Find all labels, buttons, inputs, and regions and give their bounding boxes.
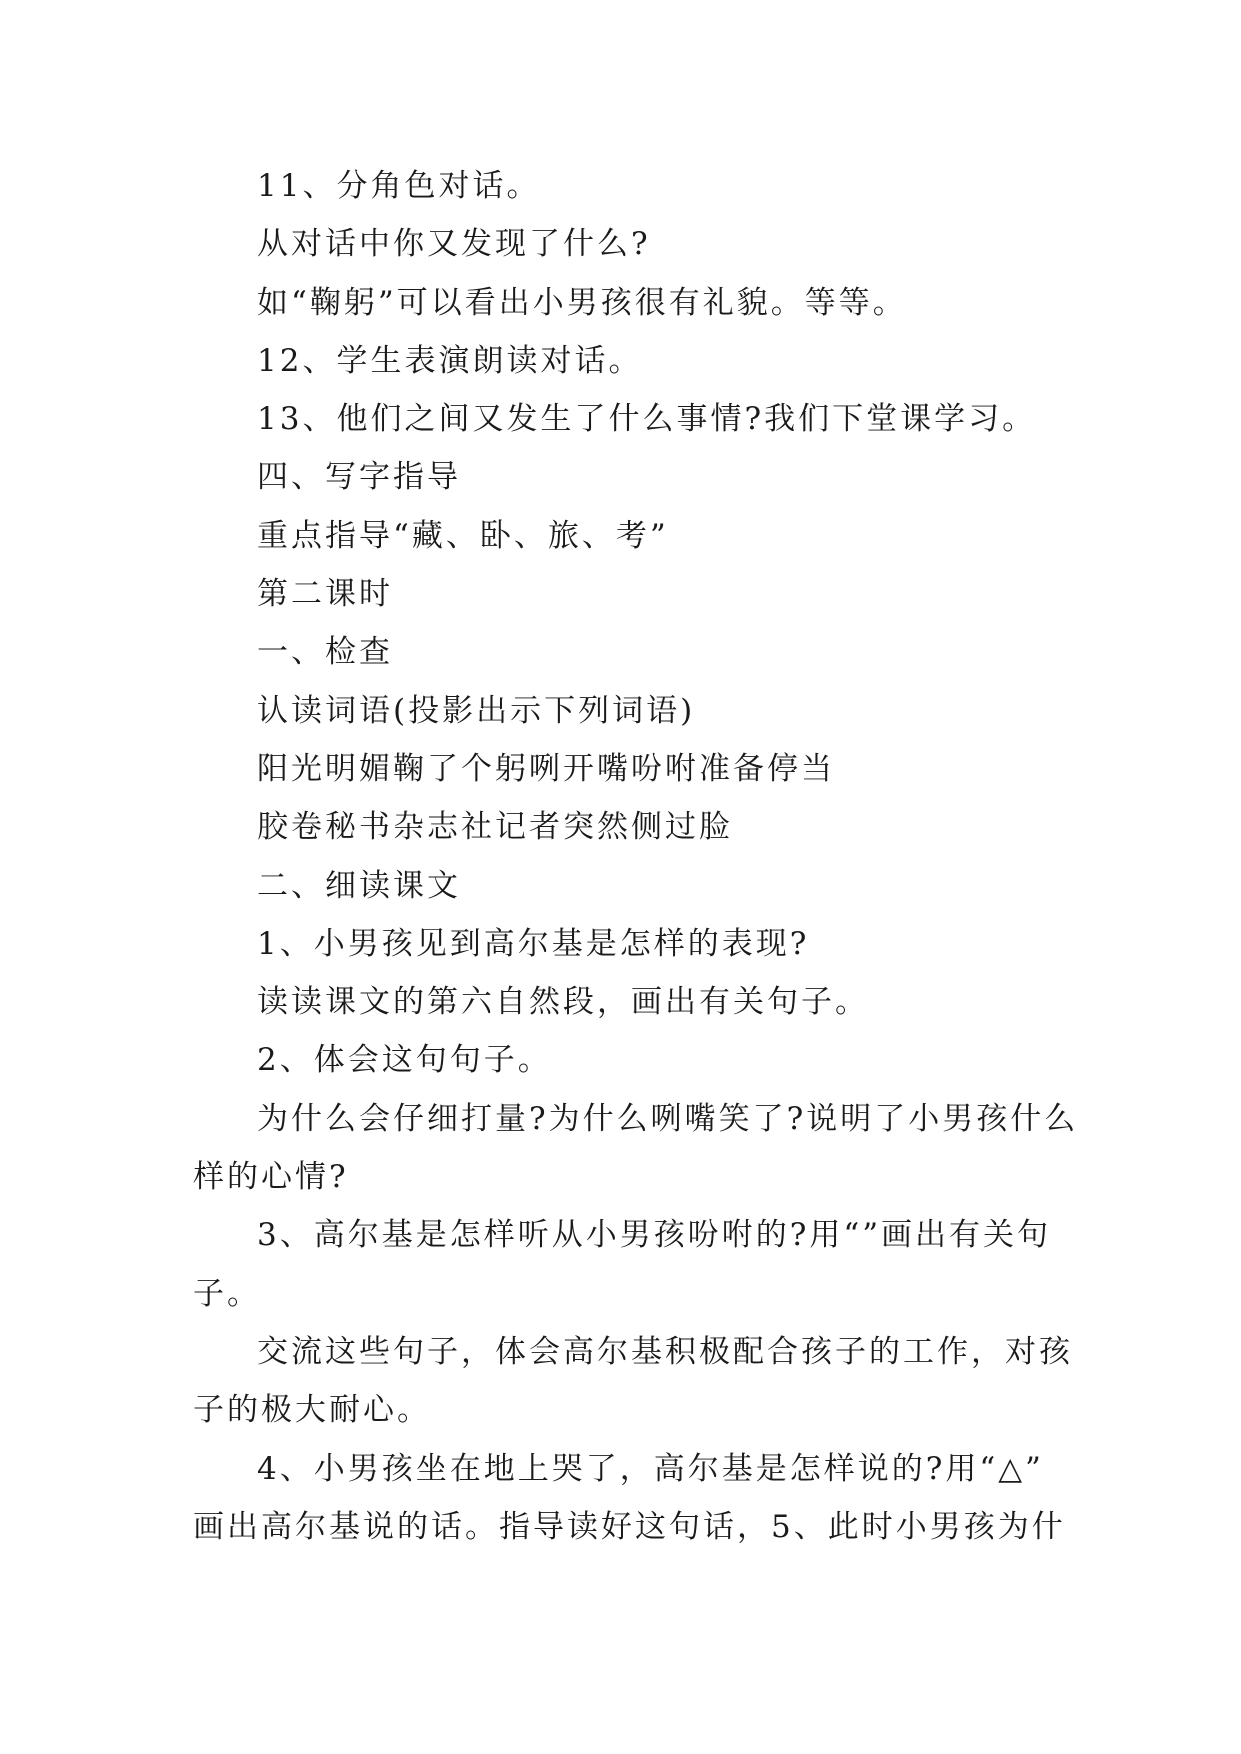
text-line: 阳光明媚鞠了个躬咧开嘴吩咐准备停当 bbox=[257, 750, 835, 787]
text-line: 13、他们之间又发生了什么事情?我们下堂课学习。 bbox=[257, 401, 1037, 438]
text-line: 11、分角色对话。 bbox=[257, 168, 541, 204]
text-line: 1、小男孩见到高尔基是怎样的表现? bbox=[257, 925, 810, 962]
text-line: 第二课时 bbox=[257, 576, 393, 613]
text-line: 3、高尔基是怎样听从小男孩吩咐的?用“”画出有关句 bbox=[257, 1217, 1052, 1254]
document-body bbox=[193, 157, 1079, 1556]
text-line: 重点指导“藏、卧、旅、考” bbox=[257, 517, 669, 554]
text-line: 交流这些句子，体会高尔基积极配合孩子的工作，对孩 bbox=[257, 1333, 1073, 1370]
text-line: 样的心情? bbox=[193, 1159, 349, 1196]
text-line: 画出高尔基说的话。指导读好这句话，5、此时小男孩为什 bbox=[193, 1508, 1066, 1545]
text-line: 认读词语(投影出示下列词语) bbox=[257, 692, 696, 729]
text-line: 4、小男孩坐在地上哭了，高尔基是怎样说的?用“△” bbox=[257, 1450, 1044, 1487]
text-line: 四、写字指导 bbox=[257, 459, 461, 496]
text-line: 如“鞠躬”可以看出小男孩很有礼貌。等等。 bbox=[257, 284, 907, 321]
text-line: 二、细读课文 bbox=[257, 867, 461, 904]
text-line: 从对话中你又发现了什么? bbox=[257, 226, 651, 263]
text-line: 读读课文的第六自然段，画出有关句子。 bbox=[257, 984, 869, 1021]
text-line: 胶卷秘书杂志社记者突然侧过脸 bbox=[257, 809, 733, 846]
text-line: 为什么会仔细打量?为什么咧嘴笑了?说明了小男孩什么 bbox=[257, 1100, 1079, 1137]
text-line: 子。 bbox=[193, 1275, 261, 1312]
text-line: 子的极大耐心。 bbox=[193, 1392, 431, 1429]
text-line: 2、体会这句句子。 bbox=[257, 1042, 552, 1079]
text-line: 一、检查 bbox=[257, 634, 393, 671]
text-line: 12、学生表演朗读对话。 bbox=[257, 342, 643, 379]
